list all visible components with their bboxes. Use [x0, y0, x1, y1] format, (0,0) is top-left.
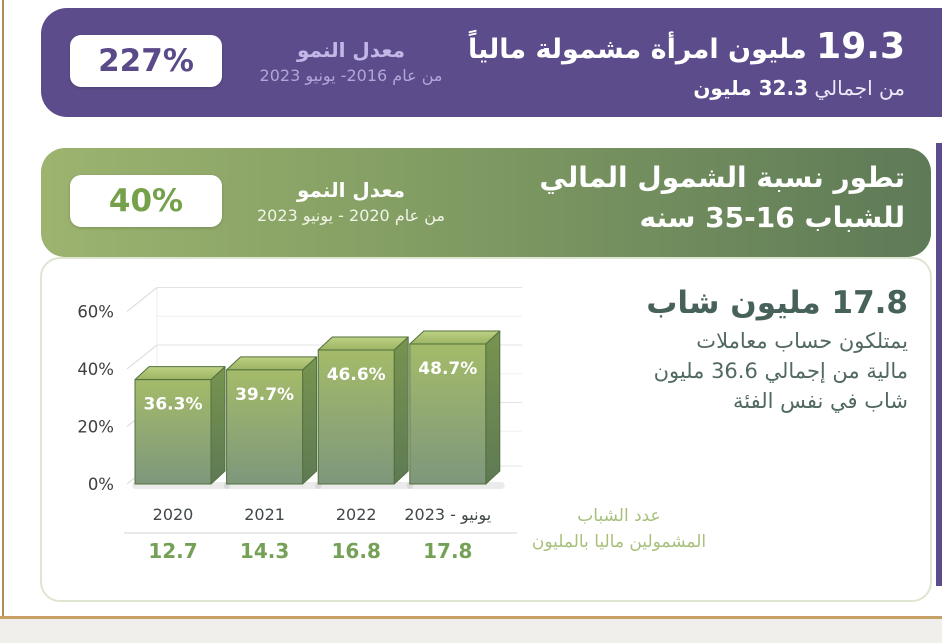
women-inclusion-banner	[41, 8, 942, 117]
page-left-border	[2, 0, 4, 617]
women-growth-pill	[70, 35, 222, 87]
women-growth-period: من عام 2016- يونيو 2023	[259, 65, 443, 85]
women-growth-value: 227%	[98, 43, 194, 79]
youth-growth-value: 40%	[108, 183, 184, 219]
bar-side-face-1	[303, 357, 317, 484]
bar-value-label: 48.7%	[418, 358, 478, 379]
youth-title-line1: تطور نسبة الشمول المالي	[539, 161, 905, 194]
bar-side-face-0	[211, 367, 225, 484]
x-axis-label: 2022	[335, 505, 377, 524]
youth-count-value: 14.3	[239, 539, 290, 563]
y-axis-label: 20%	[77, 417, 114, 437]
youth-count-value: 17.8	[423, 539, 473, 563]
youth-count-value: 16.8	[331, 539, 381, 563]
youth-title-line2: للشباب 16-35 سنه	[639, 201, 905, 234]
page-outside-area	[0, 619, 942, 643]
women-growth-label: معدل النمو	[296, 37, 406, 62]
tick-hatch	[127, 345, 157, 369]
youth-chart-card	[40, 257, 932, 602]
bar-top-face-0	[135, 367, 225, 380]
caption-line1: عدد الشباب	[577, 506, 661, 526]
x-axis-label: 2020	[152, 505, 194, 524]
bar-side-face-2	[394, 337, 408, 484]
youth-growth-label: معدل النمو	[296, 177, 406, 202]
youth-count-value: 12.7	[148, 539, 198, 563]
y-axis-label: 60%	[77, 302, 114, 322]
bar-top-face-2	[318, 337, 408, 350]
youth-growth-pill	[70, 175, 222, 227]
youth-banner-title	[539, 158, 905, 238]
bar-side-face-3	[486, 331, 500, 484]
y-axis-label: 0%	[87, 475, 114, 494]
youth-highlight-body	[646, 326, 908, 416]
bar-value-label: 39.7%	[235, 384, 295, 405]
women-growth-block	[70, 35, 458, 87]
women-subline	[468, 76, 905, 100]
x-axis-label: يونيو - 2023	[404, 505, 492, 524]
youth-highlight-title: 17.8 مليون شاب	[646, 285, 908, 321]
women-count-value: 19.3	[816, 26, 905, 67]
women-banner-headline	[468, 26, 905, 100]
x-axis-label: 2021	[244, 505, 285, 524]
youth-growth-period: من عام 2020 - يونيو 2023	[257, 205, 445, 225]
youth-inclusion-banner	[41, 148, 931, 257]
caption-line2: المشمولين ماليا بالمليون	[531, 532, 707, 552]
youth-count-caption	[510, 503, 728, 555]
women-headline-line	[468, 26, 905, 67]
bar-top-face-3	[410, 331, 500, 344]
highlight-body-line2: مالية من إجمالي 36.6 مليون	[653, 359, 908, 383]
highlight-body-line1: يمتلكون حساب معاملات	[696, 329, 908, 353]
women-total-value: 32.3 مليون	[693, 76, 808, 100]
women-headline-text: مليون امرأة مشمولة مالياً	[467, 34, 807, 65]
highlight-body-line3: شاب في نفس الفئة	[732, 389, 908, 413]
tick-hatch	[127, 288, 157, 312]
y-axis-label: 40%	[77, 360, 114, 379]
youth-growth-block	[70, 175, 458, 227]
bar-top-face-1	[227, 357, 317, 370]
bar-value-label: 46.6%	[326, 365, 386, 386]
women-growth-text	[244, 38, 458, 85]
youth-growth-text	[244, 178, 458, 225]
women-subline-prefix: من اجمالي	[808, 76, 905, 100]
right-purple-strip	[936, 143, 942, 586]
bar-value-label: 36.3%	[143, 394, 203, 415]
youth-highlight	[646, 285, 908, 416]
